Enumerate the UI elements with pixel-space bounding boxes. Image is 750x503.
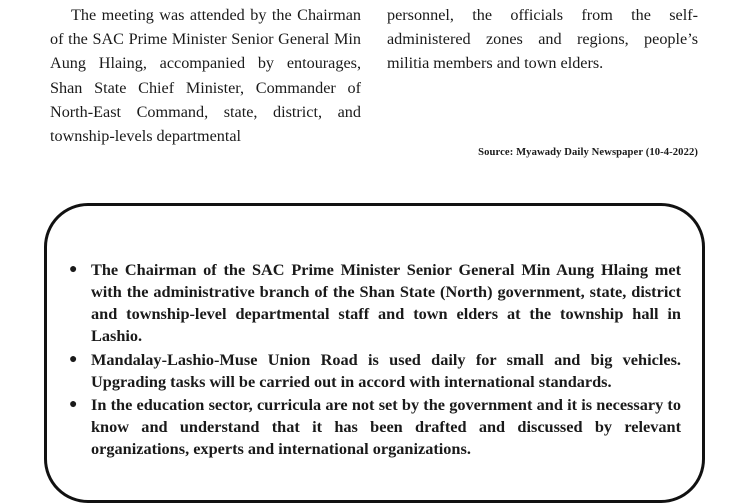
highlight-item: [67, 394, 681, 460]
article-column-left: [50, 3, 361, 148]
source-credit: Source: Myawady Daily Newspaper (10-4-2022): [478, 147, 698, 158]
article-paragraph-left: The meeting was attended by the Chairman of the SAC Prime Minister Senior General Min Aung Hlaing, accompanied by entourages, Shan State Chief Minister, Commander of North-East Command, state, district, and township-levels departmental: [50, 6, 361, 146]
bullet-icon: ●: [69, 397, 78, 413]
highlights-list: [67, 259, 681, 462]
article-paragraph-right: personnel, the officials from the self-administered zones and regions, people’s militia members and town elders.: [387, 6, 698, 73]
highlight-item: [67, 349, 681, 393]
highlight-text: Mandalay-Lashio-Muse Union Road is used daily for small and big vehicles. Upgrading tasks will be carried out in accord with international standards.: [91, 349, 681, 391]
highlight-item: [67, 259, 681, 347]
bullet-icon: ●: [69, 351, 78, 367]
bullet-icon: ●: [69, 262, 78, 277]
article-column-right: [387, 3, 698, 76]
highlight-text: In the education sector, curricula are not set by the government and it is necessary to know and understand that it has been drafted and discussed by relevant organizations, experts and international organizations.: [91, 395, 681, 459]
highlight-text: The Chairman of the SAC Prime Minister Senior General Min Aung Hlaing met with the administrative branch of the Shan State (North) government, state, district and township-level departmental staff and town elders at the township hall in Lashio.: [91, 260, 681, 345]
